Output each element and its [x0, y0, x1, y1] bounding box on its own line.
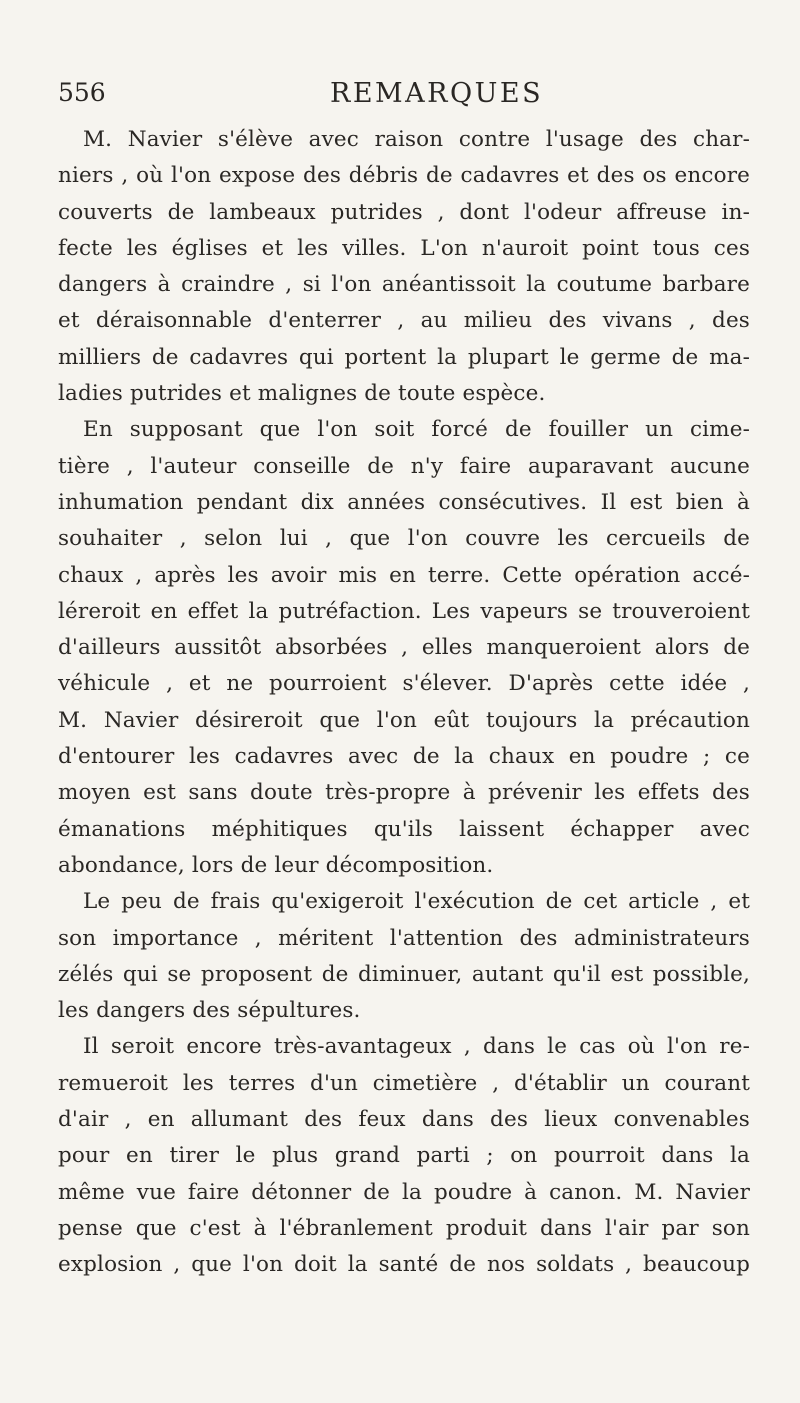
text-line: M. Navier s'élève avec raison contre l'usage des char-	[83, 127, 750, 152]
text-line: abondance, lors de leur décomposition.	[58, 852, 494, 878]
body-text	[58, 122, 750, 1284]
text-line: milliers de cadavres qui portent la plupart le germe de ma-	[58, 344, 750, 370]
text-line: zélés qui se proposent de diminuer, autant qu'il est possible,	[58, 961, 750, 987]
text-line: pour en tirer le plus grand parti ; on pourroit dans la	[58, 1143, 750, 1169]
text-line: Le peu de frais qu'exigeroit l'exécution de cet article , et	[83, 889, 750, 915]
text-line: couverts de lambeaux putrides , dont l'odeur affreuse in-	[58, 199, 750, 225]
text-line: et déraisonnable d'enterrer , au milieu des vivans , des	[58, 308, 750, 334]
text-line: En supposant que l'on soit forcé de fouiller un cime-	[83, 417, 750, 443]
text-line: tière , l'auteur conseille de n'y faire auparavant aucune	[58, 453, 750, 479]
running-title: REMARQUES	[330, 78, 544, 109]
text-line: d'ailleurs aussitôt absorbées , elles manqueroient alors de	[58, 635, 750, 661]
text-line: chaux , après les avoir mis en terre. Cette opération accé-	[58, 562, 750, 588]
text-line: souhaiter , selon lui , que l'on couvre les cercueils de	[58, 526, 750, 552]
text-line: même vue faire détonner de la poudre à canon. M. Navier	[58, 1179, 750, 1205]
text-line: ladies putrides et malignes de toute espèce.	[58, 381, 546, 407]
text-line: niers , où l'on expose des débris de cadavres et des os encore	[58, 163, 750, 189]
text-line: dangers à craindre , si l'on anéantissoit la coutume barbare	[58, 272, 750, 298]
page-number: 556	[58, 78, 106, 107]
text-line: pense que c'est à l'ébranlement produit dans l'air par son	[58, 1215, 750, 1241]
text-line: léreroit en effet la putréfaction. Les vapeurs se trouveroient	[58, 598, 750, 624]
text-line: les dangers des sépultures.	[58, 998, 361, 1024]
text-line: remueroit les terres d'un cimetière , d'établir un courant	[58, 1070, 750, 1096]
text-line: explosion , que l'on doit la santé de nos soldats , beaucoup	[58, 1252, 750, 1278]
text-line: Il seroit encore très-avantageux , dans le cas où l'on re-	[83, 1034, 750, 1060]
text-line: d'entourer les cadavres avec de la chaux en poudre ; ce	[58, 744, 750, 770]
text-line: véhicule , et ne pourroient s'élever. D'après cette idée ,	[58, 671, 750, 697]
page-header	[0, 78, 800, 118]
text-line: émanations méphitiques qu'ils laissent échapper avec	[58, 816, 750, 842]
text-line: d'air , en allumant des feux dans des lieux convenables	[58, 1107, 750, 1133]
text-line: moyen est sans doute très-propre à prévenir les effets des	[58, 780, 750, 806]
text-line: fecte les églises et les villes. L'on n'auroit point tous ces	[58, 235, 750, 261]
text-line: M. Navier désireroit que l'on eût toujours la précaution	[58, 707, 750, 733]
text-line: inhumation pendant dix années consécutives. Il est bien à	[58, 489, 750, 515]
text-line: son importance , méritent l'attention des administrateurs	[58, 925, 750, 951]
